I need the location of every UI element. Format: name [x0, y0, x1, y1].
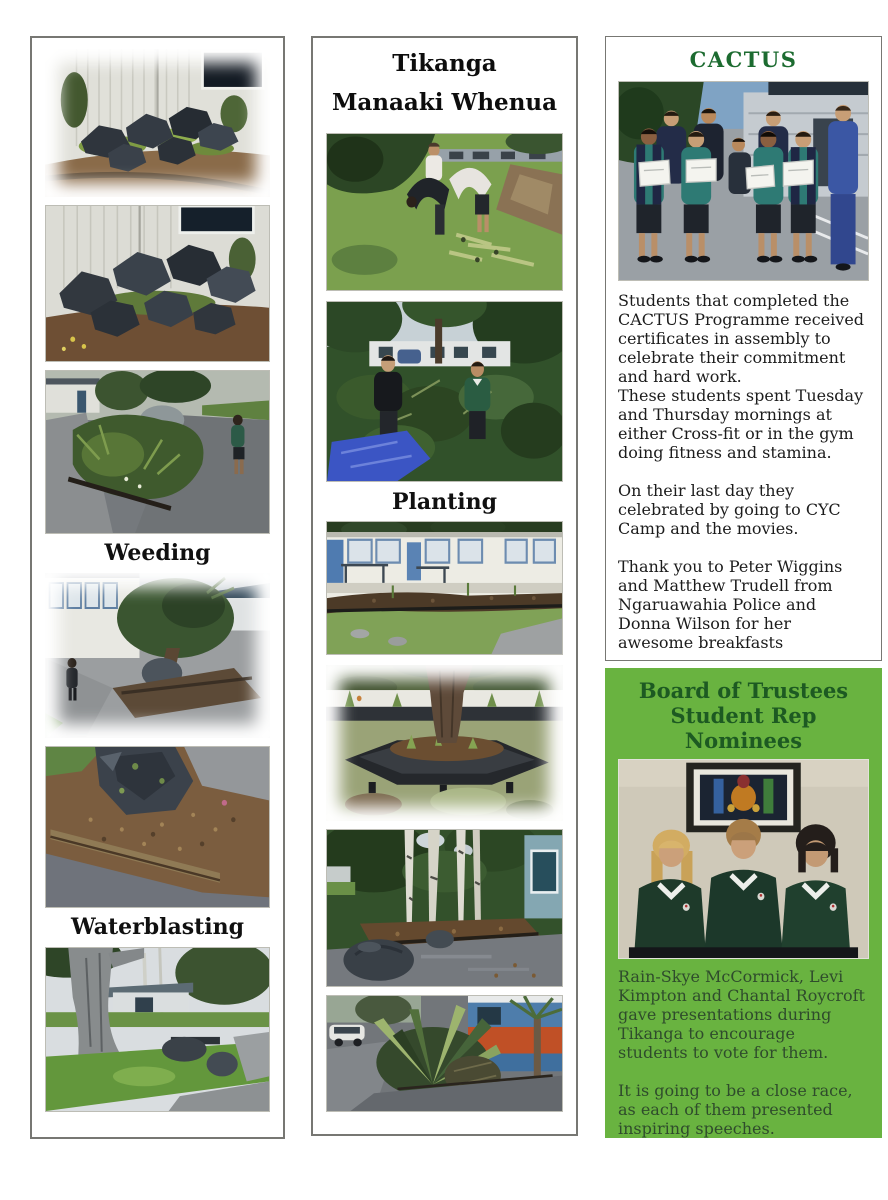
panel-tikanga	[311, 36, 578, 1136]
tikanga-title-line1: Tikanga	[392, 50, 497, 77]
photo-building-trees	[45, 573, 270, 738]
heading-planting: Planting	[391, 489, 498, 515]
bot-title-line1: Board of Trustees	[638, 678, 849, 703]
heading-weeding: Weeding	[104, 540, 211, 566]
photo-birch-bed	[326, 829, 563, 987]
photo-boys-branches	[326, 301, 563, 482]
bot-title-line2: Student Rep	[670, 703, 817, 728]
bot-paragraph: Rain-Skye McCormick, Levi Kimpton and Chantal Roycroft gave presentations during Tikanga to encourage students to vote for them.	[618, 967, 865, 1062]
photo-rock-garden-1	[45, 49, 270, 197]
cactus-paragraph: These students spent Tuesday and Thursday mornings at either Cross-fit or in the gym doing fitness and stamina.	[618, 386, 864, 462]
photo-cactus-students	[618, 81, 869, 281]
heading-bot-nominees	[639, 678, 848, 753]
cactus-paragraph: Students that completed the CACTUS Programme received certificates in assembly to celebrate their commitment and hard work.	[618, 291, 865, 386]
panel-cactus	[605, 36, 882, 661]
heading-cactus: CACTUS	[689, 47, 798, 72]
panel-grounds-work	[30, 36, 285, 1139]
photo-clearing-flax	[326, 133, 563, 291]
photo-tree-lawn-paths	[45, 947, 270, 1112]
photo-flax-building	[326, 995, 563, 1112]
photo-rock-mulch-bed	[45, 746, 270, 908]
cactus-paragraph: Thank you to Peter Wiggins and Matthew Trudell from Ngaruawahia Police and Donna Wilson for her awesome breakfasts	[618, 557, 843, 652]
tikanga-title	[332, 49, 557, 127]
photo-weeded-bed	[45, 370, 270, 534]
photo-rock-garden-2	[45, 205, 270, 362]
photo-bot-nominees	[618, 759, 869, 959]
bot-paragraph: It is going to be a close race, as each of them presented inspiring speeches.	[618, 1081, 853, 1138]
bot-title-line3: Nominees	[684, 728, 803, 753]
cactus-paragraph: On their last day they celebrated by going to CYC Camp and the movies.	[618, 481, 841, 538]
photo-classroom-beds	[326, 521, 563, 655]
photo-tree-bench	[326, 665, 563, 821]
panel-bot-nominees	[605, 668, 882, 1138]
tikanga-title-line2: Manaaki Whenua	[331, 89, 558, 116]
heading-waterblasting: Waterblasting	[70, 914, 245, 940]
